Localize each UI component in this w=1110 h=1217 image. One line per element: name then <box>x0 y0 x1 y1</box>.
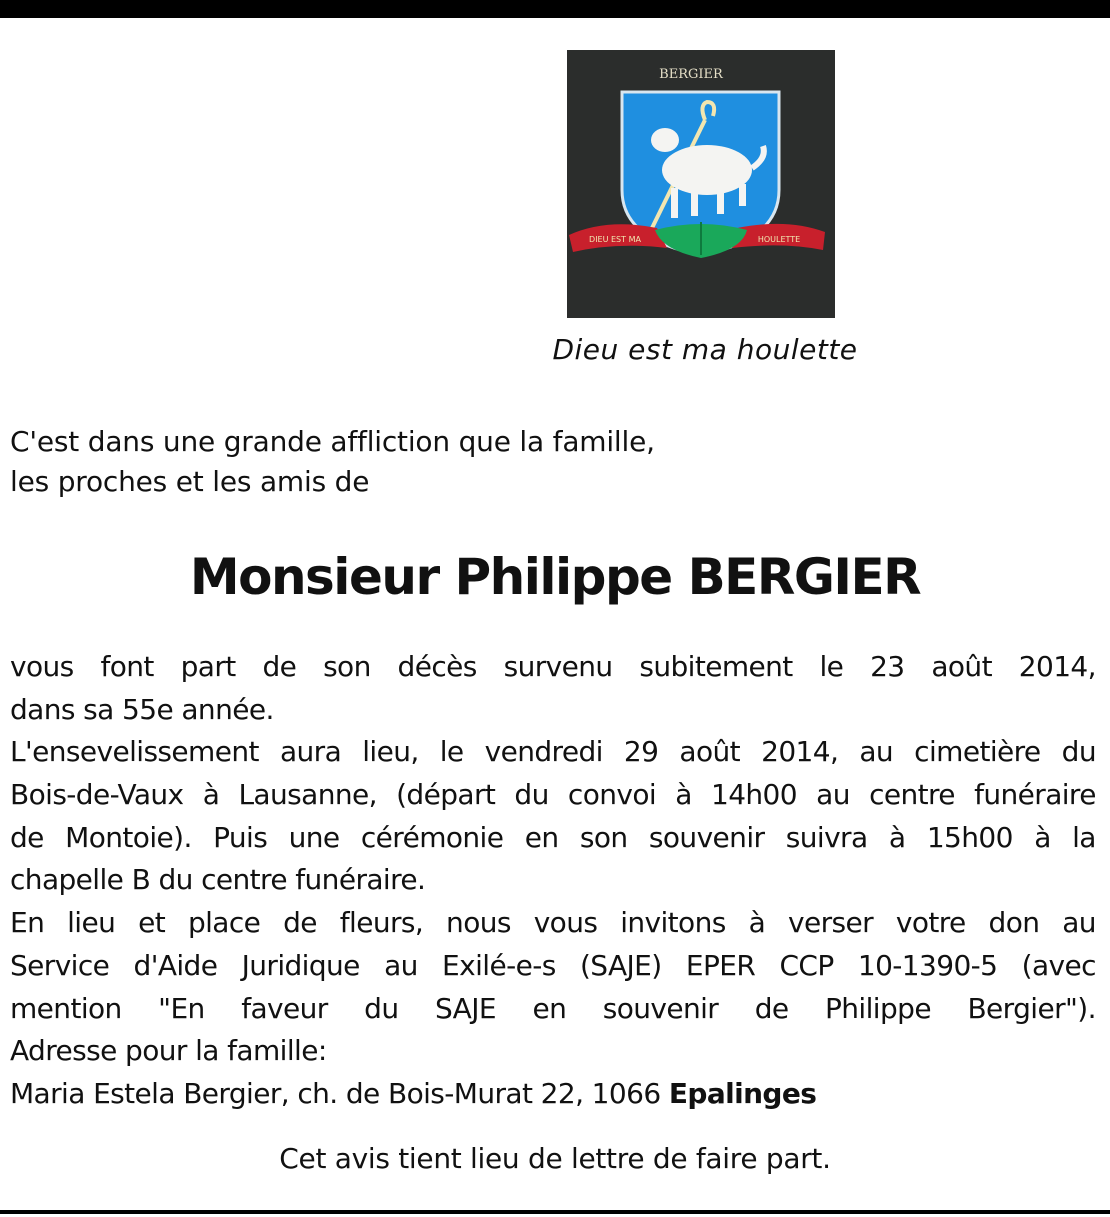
word: 2014, <box>761 735 839 769</box>
emblem-motto-right: HOULETTE <box>757 235 801 244</box>
word: fleurs, <box>339 906 424 940</box>
body-line: chapelle B du centre funéraire. <box>10 863 426 897</box>
word: 29 <box>623 735 659 769</box>
body-line: dans sa 55e année. <box>10 692 274 726</box>
word: le <box>819 650 844 683</box>
word: en <box>524 820 559 854</box>
emblem-motto-left: DIEU EST MA <box>589 235 641 244</box>
word: au <box>384 948 418 982</box>
word: mention <box>10 991 122 1025</box>
word: aura <box>279 735 342 769</box>
word: d'Aide <box>133 948 218 982</box>
word: place <box>187 906 261 940</box>
word: en <box>532 991 567 1025</box>
body-line <box>10 988 1096 1031</box>
body-line <box>10 945 1096 988</box>
word: En <box>10 906 45 940</box>
word: une <box>288 820 340 854</box>
word: 23 <box>870 650 905 683</box>
word: de <box>754 991 789 1025</box>
word: SAJE <box>434 991 496 1025</box>
word: vous <box>10 650 74 683</box>
word: (départ <box>396 778 496 812</box>
word: 2014, <box>1018 650 1096 683</box>
word: Bergier"). <box>967 991 1096 1025</box>
word: font <box>100 650 154 683</box>
word: centre <box>869 778 955 812</box>
word: décès <box>397 650 477 683</box>
word: lieu <box>67 906 116 940</box>
word: (SAJE) <box>579 948 662 982</box>
word: souvenir <box>648 820 765 854</box>
word: 14h00 <box>710 778 797 812</box>
word: nous <box>446 906 511 940</box>
intro-text <box>10 422 1100 502</box>
footer-note: Cet avis tient lieu de lettre de faire part. <box>279 1142 831 1175</box>
coat-of-arms-image <box>567 50 835 318</box>
motto-caption: Dieu est ma houlette <box>552 333 858 366</box>
word: du <box>514 778 549 812</box>
word: du <box>364 991 399 1025</box>
word: convoi <box>567 778 657 812</box>
word: au <box>1062 906 1096 940</box>
body-line <box>10 774 1096 817</box>
word: "En <box>158 991 205 1025</box>
word: la <box>1072 820 1096 854</box>
word: à <box>202 778 220 812</box>
word: souvenir <box>602 991 719 1025</box>
bottom-border <box>0 1210 1110 1214</box>
word: du <box>1061 735 1096 769</box>
word: août <box>679 735 741 769</box>
word: au <box>859 735 894 769</box>
word: 15h00 <box>926 820 1013 854</box>
word: Juridique <box>241 948 360 982</box>
word: vendredi <box>484 735 603 769</box>
body-line <box>10 646 1096 689</box>
word: août <box>931 650 992 683</box>
deceased-name: Monsieur Philippe BERGIER <box>189 548 921 606</box>
word: lieu, <box>362 735 419 769</box>
announcement-body <box>10 646 1096 1116</box>
word: à <box>748 906 766 940</box>
body-line: Adresse pour la famille: <box>10 1034 327 1068</box>
word: son <box>323 650 371 683</box>
word: son <box>579 820 628 854</box>
word: EPER <box>685 948 756 982</box>
intro-line: C'est dans une grande affliction que la famille, <box>10 425 655 458</box>
word: verser <box>787 906 874 940</box>
word: de <box>262 650 297 683</box>
word: vous <box>533 906 598 940</box>
word: cimetière <box>914 735 1041 769</box>
word: votre <box>895 906 966 940</box>
word: don <box>988 906 1040 940</box>
intro-line: les proches et les amis de <box>10 465 370 498</box>
word: funéraire <box>974 778 1096 812</box>
body-line <box>10 817 1096 860</box>
word: part <box>180 650 236 683</box>
word: suivra <box>785 820 868 854</box>
word: invitons <box>620 906 726 940</box>
word: à <box>675 778 692 812</box>
body-line <box>10 902 1096 945</box>
word: L'ensevelissement <box>10 735 259 769</box>
word: Service <box>10 948 110 982</box>
word: Lausanne, <box>238 778 377 812</box>
word: CCP <box>779 948 834 982</box>
word: le <box>439 735 464 769</box>
emblem-banner-text: BERGIER <box>659 67 723 82</box>
word: (avec <box>1021 948 1096 982</box>
address-town: Epalinges <box>668 1076 817 1110</box>
coat-of-arms-icon <box>567 50 835 318</box>
word: Exilé-e-s <box>442 948 556 982</box>
body-line <box>10 731 1096 774</box>
word: de <box>10 820 44 854</box>
word: cérémonie <box>360 820 504 854</box>
word: faveur <box>241 991 328 1025</box>
address-text: Maria Estela Bergier, ch. de Bois-Murat 22, 1066 <box>10 1076 661 1110</box>
word: à <box>888 820 906 854</box>
word: au <box>816 778 850 812</box>
word: Bois-de-Vaux <box>10 778 184 812</box>
word: de <box>283 906 317 940</box>
address-line <box>10 1073 1096 1116</box>
word: à <box>1034 820 1051 854</box>
word: subitement <box>639 650 793 683</box>
top-border <box>0 0 1110 18</box>
word: survenu <box>503 650 613 683</box>
word: Montoie). <box>65 820 192 854</box>
word: 10-1390-5 <box>857 948 998 982</box>
word: Philippe <box>825 991 931 1025</box>
word: Puis <box>213 820 268 854</box>
word: et <box>138 906 166 940</box>
